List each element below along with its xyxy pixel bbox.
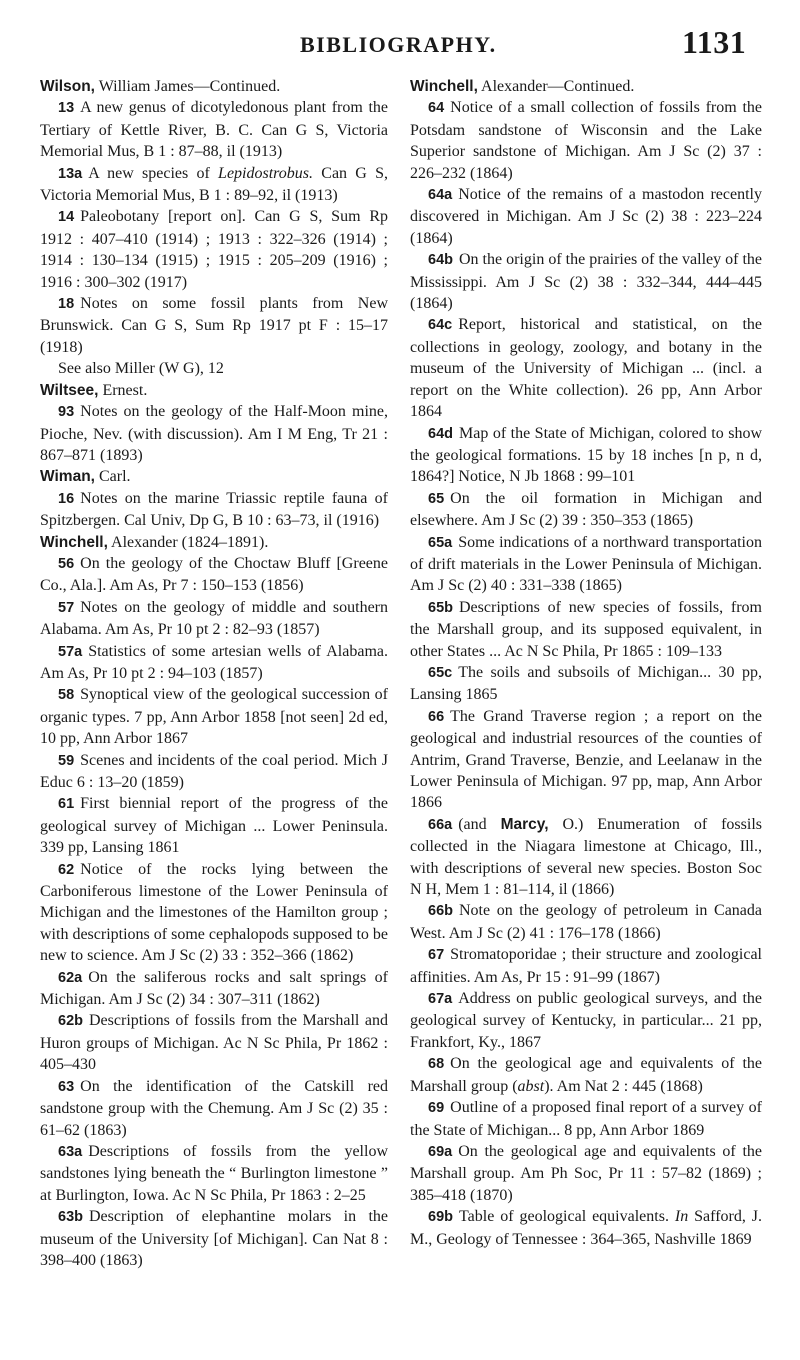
entry-text: The Grand Traverse region ; a report on the geological and industrial resources of the counties of Antrim, Grand Traverse, Benzie, and Leelanaw in the Lower Peninsula of Michigan. 97 pp, map, Ann Arbor 1866 [410, 707, 762, 812]
see-also-reference: See also Miller (W G), 12 [58, 360, 224, 378]
bibliography-entry [40, 859, 388, 967]
entry-text: Stromatoporidae ; their structure and zoological affinities. Am As, Pr 15 : 91–99 (1867) [410, 946, 762, 986]
entry-number: 13 [58, 100, 75, 117]
bibliography-entry [40, 641, 388, 685]
entry-text: (and [458, 815, 501, 833]
entry-number: 66b [428, 903, 453, 920]
entry-text: Table of geological equivalents. [459, 1208, 675, 1226]
bibliography-entry [410, 706, 762, 814]
entry-text: Some indications of a northward transportation of drift materials in the Lower Peninsula of Michigan. Am J Sc (2) 40 : 331–338 (1865) [410, 533, 762, 595]
bibliography-entry [410, 488, 762, 532]
running-title: BIBLIOGRAPHY. [300, 32, 497, 57]
author-details: William James—Continued. [94, 78, 281, 95]
bibliography-entry [40, 401, 388, 466]
author-name: Wiltsee, [40, 381, 99, 399]
author-details: Ernest. [98, 381, 148, 399]
bibliography-entry [40, 750, 388, 794]
entry-number: 64c [428, 317, 453, 334]
entry-number: 64a [428, 187, 453, 204]
entry-text: Notice of the rocks lying between the Carboniferous limestone of the Lower Peninsula of Michigan and the limestones of the Hamilton group ; with descriptions of some cephalopods supposed to be new to science. Am J Sc (2) 33 : 352–366 (1862) [40, 860, 388, 965]
bibliography-entry [40, 1010, 388, 1075]
entry-text-continued: O.) Enumeration of fossils collected in the Niagara limestone at Chicago, Ill., with descriptions of several new species. Boston Soc N H, Mem 1 : 81–114, il (1866) [410, 815, 762, 899]
entry-number: 67 [428, 947, 445, 964]
entry-number: 61 [58, 796, 75, 813]
entry-text: Notes on the marine Triassic reptile fauna of Spitzbergen. Cal Univ, Dp G, B 10 : 63–73, il (1916) [40, 489, 388, 530]
bibliography-entry [40, 97, 388, 162]
author-name: Wiman, [40, 468, 95, 486]
entry-text: Outline of a proposed final report of a survey of the State of Michigan... 8 pp, Ann Arbor 1869 [410, 1099, 762, 1139]
coauthor-name: Marcy, [500, 815, 549, 833]
entry-text: On the origin of the prairies of the valley of the Mississippi. Am J Sc (2) 38 : 332–344, 444–445 (1864) [410, 251, 763, 313]
entry-text: Descriptions of new species of fossils, from the Marshall group, and its supposed equivalent, in other States ... Ac N Sc Phila, Pr 1865 : 109–133 [410, 598, 762, 660]
entry-text: Notice of a small collection of fossils from the Potsdam sandstone of Wisconsin and the Lake Superior sandstone of Michigan. Am J Sc (2) 37 : 226–232 (1864) [410, 99, 762, 182]
entry-number: 93 [58, 404, 75, 421]
entry-text: Note on the geology of petroleum in Canada West. Am J Sc (2) 41 : 176–178 (1866) [410, 902, 762, 942]
entry-number: 13a [58, 165, 83, 182]
entry-number: 16 [58, 490, 75, 507]
entry-text: Notice of the remains of a mastodon recently discovered in Michigan. Am J Sc (2) 38 : 223–224 (1864) [410, 186, 762, 247]
bibliography-entry [410, 97, 762, 184]
entry-text: Synoptical view of the geological succession of organic types. 7 pp, Ann Arbor 1858 [not seen] 2d ed, 10 pp, Ann Arbor 1867 [40, 686, 388, 748]
page-number: 1131 [682, 24, 747, 60]
author-heading [40, 466, 388, 487]
entry-number: 62a [58, 969, 83, 986]
entry-text-continued: Can G S, Victoria Memorial Mus, B 1 : 89–92, il (1913) [40, 164, 388, 205]
bibliography-entry [40, 206, 388, 293]
entry-number: 65a [428, 534, 453, 551]
entry-number: 65b [428, 599, 453, 616]
author-name: Wilson, [40, 78, 95, 95]
entry-text: Descriptions of fossils from the yellow sandstones lying beneath the “ Burlington limestone ” at Burlington, Iowa. Ac N Sc Phila, Pr 1863 : 2–25 [40, 1142, 388, 1204]
bibliography-entry [410, 423, 762, 488]
bibliography-entry [410, 532, 762, 597]
entry-text-continued: ). Am Nat 2 : 445 (1868) [544, 1077, 703, 1095]
bibliography-entry [40, 1206, 388, 1271]
bibliography-entry [40, 1141, 388, 1206]
bibliography-entry [40, 597, 388, 641]
entry-number: 58 [58, 687, 75, 704]
bibliography-entry [40, 1076, 388, 1141]
entry-number: 63b [58, 1209, 83, 1226]
entry-text: On the geological age and equivalents of the Marshall group. Am Ph Soc, Pr 11 : 57–82 (1869) ; 385–418 (1870) [410, 1142, 762, 1204]
entry-text: Notes on the geology of the Half-Moon mine, Pioche, Nev. (with discussion). Am I M Eng, Tr 21 : 867–871 (1893) [40, 403, 388, 464]
author-name: Winchell, [40, 533, 108, 551]
bibliography-entry [410, 314, 762, 422]
entry-number: 64 [428, 100, 445, 117]
entry-number: 69b [428, 1209, 453, 1226]
author-heading [40, 76, 388, 97]
entry-text: On the identification of the Catskill red sandstone group with the Chemung. Am J Sc (2) 35 : 61–62 (1863) [40, 1077, 388, 1139]
bibliography-entry [40, 163, 388, 207]
bibliography-entry [410, 900, 762, 944]
entry-text: Paleobotany [report on]. Can G S, Sum Rp 1912 : 407–410 (1914) ; 1913 : 322–326 (1914) ; 1914 : 130–134 (1915) ; 1915 : 205–209 (1916) ; 1916 : 300–302 (1917) [40, 208, 388, 291]
entry-number: 65c [428, 664, 453, 681]
entry-number: 68 [428, 1056, 445, 1073]
left-column [40, 76, 388, 1271]
entry-text: A new genus of dicotyledonous plant from the Tertiary of Kettle River, B. C. Can G S, Victoria Memorial Mus, B 1 : 87–88, il (1913) [40, 99, 388, 161]
bibliography-entry [410, 814, 762, 901]
entry-number: 66 [428, 708, 445, 725]
italic-text: Lepidostrobus. [218, 164, 314, 182]
entry-text: Descriptions of fossils from the Marshall and Huron groups of Michigan. Ac N Sc Phila, Pr 1862 : 405–430 [40, 1012, 388, 1074]
author-heading [410, 76, 762, 97]
bibliography-entry [40, 793, 388, 858]
author-details: Alexander (1824–1891). [107, 533, 269, 551]
entry-text: Notes on some fossil plants from New Brunswick. Can G S, Sum Rp 1917 pt F : 15–17 (1918) [40, 295, 388, 356]
italic-text: In [674, 1208, 689, 1226]
entry-text: First biennial report of the progress of the geological survey of Michigan ... Lower Peninsula. 339 pp, Lansing 1861 [40, 795, 388, 857]
entry-number: 65 [428, 490, 445, 507]
bibliography-entry [410, 1141, 762, 1206]
entry-number: 67a [428, 991, 453, 1008]
entry-number: 63 [58, 1078, 75, 1095]
entry-text: Description of elephantine molars in the museum of the University [of Michigan]. Can Nat 8 : 398–400 (1863) [40, 1208, 388, 1269]
bibliography-entry [410, 184, 762, 249]
bibliography-entry [40, 684, 388, 749]
page-header [0, 16, 800, 72]
entry-text: Map of the State of Michigan, colored to show the geological formations. 15 by 18 inches [n p, n d, 1864?] Notice, N Jb 1868 : 99–101 [410, 424, 762, 486]
author-heading [40, 532, 388, 553]
entry-number: 64d [428, 425, 453, 442]
entry-number: 62 [58, 861, 75, 878]
entry-text-continued: Safford, J. M., Geology of Tennessee : 364–365, Nashville 1869 [410, 1208, 763, 1248]
entry-text: Statistics of some artesian wells of Alabama. Am As, Pr 10 pt 2 : 94–103 (1857) [40, 642, 388, 682]
entry-number: 69 [428, 1100, 445, 1117]
author-heading [40, 380, 388, 401]
entry-number: 59 [58, 752, 75, 769]
bibliography-entry [410, 1097, 762, 1141]
entry-text: Notes on the geology of middle and southern Alabama. Am As, Pr 10 pt 2 : 82–93 (1857) [40, 598, 388, 639]
entry-number: 18 [58, 296, 75, 313]
author-details: Carl. [94, 468, 131, 486]
entry-text: On the saliferous rocks and salt springs of Michigan. Am J Sc (2) 34 : 307–311 (1862) [40, 968, 388, 1009]
italic-text: abst [517, 1077, 545, 1095]
entry-number: 66a [428, 816, 453, 833]
bibliography-entry [410, 988, 762, 1053]
bibliography-entry [40, 488, 388, 532]
bibliography-entry [410, 1053, 762, 1097]
entry-number: 14 [58, 209, 75, 226]
author-name: Winchell, [410, 78, 478, 95]
entry-text: Report, historical and statistical, on the collections in geology, zoology, and botany in the museum of the University of Michigan ... (incl. a report on the White collection). 26 pp, Ann Arbor 1864 [410, 316, 762, 421]
entry-number: 57a [58, 643, 83, 660]
entry-number: 62b [58, 1013, 83, 1030]
bibliography-entry [410, 597, 762, 662]
right-column [410, 76, 762, 1250]
author-details: Alexander—Continued. [477, 78, 635, 95]
bibliography-entry [40, 553, 388, 597]
bibliography-entry [410, 249, 762, 314]
entry-text: Address on public geological surveys, and the geological survey of Kentucky, in particular... 21 pp, Frankfort, Ky., 1867 [410, 990, 762, 1051]
bibliography-entry [40, 293, 388, 358]
entry-text: On the geology of the Choctaw Bluff [Greene Co., Ala.]. Am As, Pr 7 : 150–153 (1856) [40, 554, 388, 595]
entry-number: 63a [58, 1143, 83, 1160]
bibliography-entry [410, 1206, 762, 1250]
entry-number: 69a [428, 1143, 453, 1160]
bibliography-entry [410, 662, 762, 706]
entry-text: Scenes and incidents of the coal period. Mich J Educ 6 : 13–20 (1859) [40, 751, 388, 791]
entry-number: 64b [428, 252, 453, 269]
entry-text: On the geological age and equivalents of the Marshall group ( [410, 1055, 762, 1095]
entry-text: A new species of [88, 164, 219, 182]
entry-number: 57 [58, 599, 75, 616]
bibliography-entry [40, 967, 388, 1011]
entry-text: The soils and subsoils of Michigan... 30 pp, Lansing 1865 [410, 663, 762, 704]
entry-text: On the oil formation in Michigan and elsewhere. Am J Sc (2) 39 : 350–353 (1865) [410, 489, 762, 530]
entry-number: 56 [58, 555, 75, 572]
bibliography-entry [410, 944, 762, 988]
